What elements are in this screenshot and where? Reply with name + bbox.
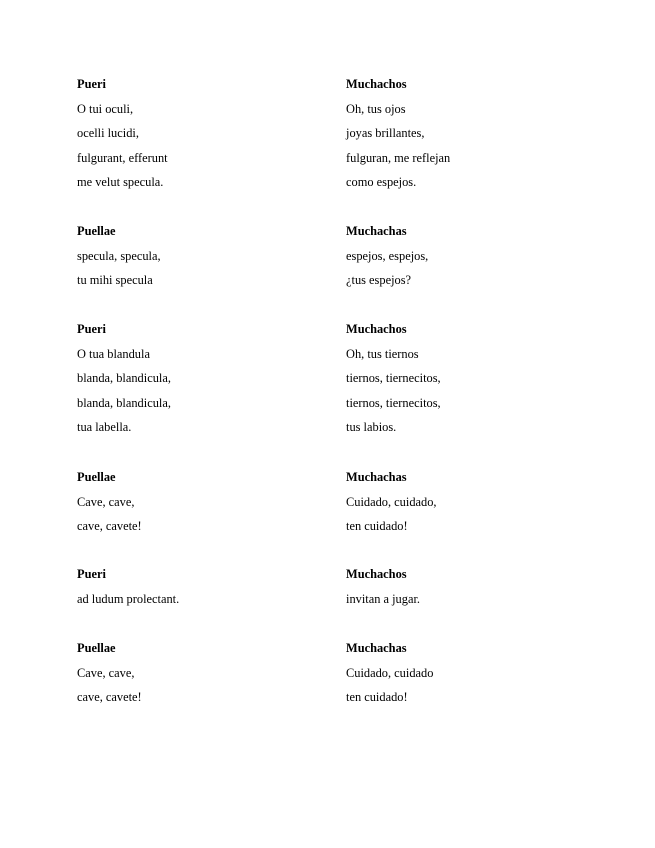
verse-line: tua labella. [77, 420, 132, 435]
speaker-label: Puellae [77, 224, 116, 238]
speaker-label: Muchachas [346, 470, 407, 484]
verse-line: tiernos, tiernecitos, [346, 395, 441, 410]
verse-line: ad ludum prolectant. [77, 591, 180, 606]
verse-line: O tua blandula [77, 346, 150, 361]
verse-line: espejos, espejos, [346, 248, 429, 263]
spanish-column [346, 72, 596, 195]
latin-column [77, 219, 327, 293]
speaker-label: Muchachas [346, 224, 407, 238]
spanish-column [346, 636, 596, 710]
verse-line: ten cuidado! [346, 690, 408, 705]
speaker-label: Pueri [77, 77, 106, 91]
verse-line: joyas brillantes, [346, 126, 425, 141]
speaker-label: Puellae [77, 470, 116, 484]
latin-column [77, 562, 327, 611]
verse-line: invitan a jugar. [346, 591, 420, 606]
spanish-column [346, 317, 596, 440]
verse-line: ten cuidado! [346, 519, 408, 534]
speaker-label: Muchachos [346, 567, 407, 581]
latin-column [77, 72, 327, 195]
verse-line: cave, cavete! [77, 690, 142, 705]
verse-line: ocelli lucidi, [77, 126, 139, 141]
verse-line: tu mihi specula [77, 273, 153, 288]
verse-line: fulguran, me reflejan [346, 150, 451, 165]
verse-line: cave, cavete! [77, 519, 142, 534]
latin-column [77, 465, 327, 539]
speaker-label: Puellae [77, 641, 116, 655]
latin-column [77, 317, 327, 440]
latin-column [77, 636, 327, 710]
verse-line: Cave, cave, [77, 494, 135, 509]
verse-line: Oh, tus ojos [346, 101, 406, 116]
speaker-label: Muchachas [346, 641, 407, 655]
verse-line: Cuidado, cuidado, [346, 494, 437, 509]
speaker-label: Pueri [77, 567, 106, 581]
verse-line: O tui oculi, [77, 101, 134, 116]
spanish-column [346, 219, 596, 293]
verse-line: fulgurant, efferunt [77, 150, 168, 165]
verse-line: como espejos. [346, 175, 417, 190]
verse-line: specula, specula, [77, 248, 161, 263]
verse-line: ¿tus espejos? [346, 273, 412, 288]
verse-line: Cuidado, cuidado [346, 665, 434, 680]
verse-line: blanda, blandicula, [77, 371, 171, 386]
speaker-label: Muchachos [346, 77, 407, 91]
speaker-label: Pueri [77, 322, 106, 336]
speaker-label: Muchachos [346, 322, 407, 336]
verse-line: Oh, tus tiernos [346, 346, 419, 361]
verse-line: me velut specula. [77, 175, 164, 190]
verse-line: tiernos, tiernecitos, [346, 371, 441, 386]
verse-line: tus labios. [346, 420, 397, 435]
verse-line: blanda, blandicula, [77, 395, 171, 410]
spanish-column [346, 562, 596, 611]
verse-line: Cave, cave, [77, 665, 135, 680]
spanish-column [346, 465, 596, 539]
